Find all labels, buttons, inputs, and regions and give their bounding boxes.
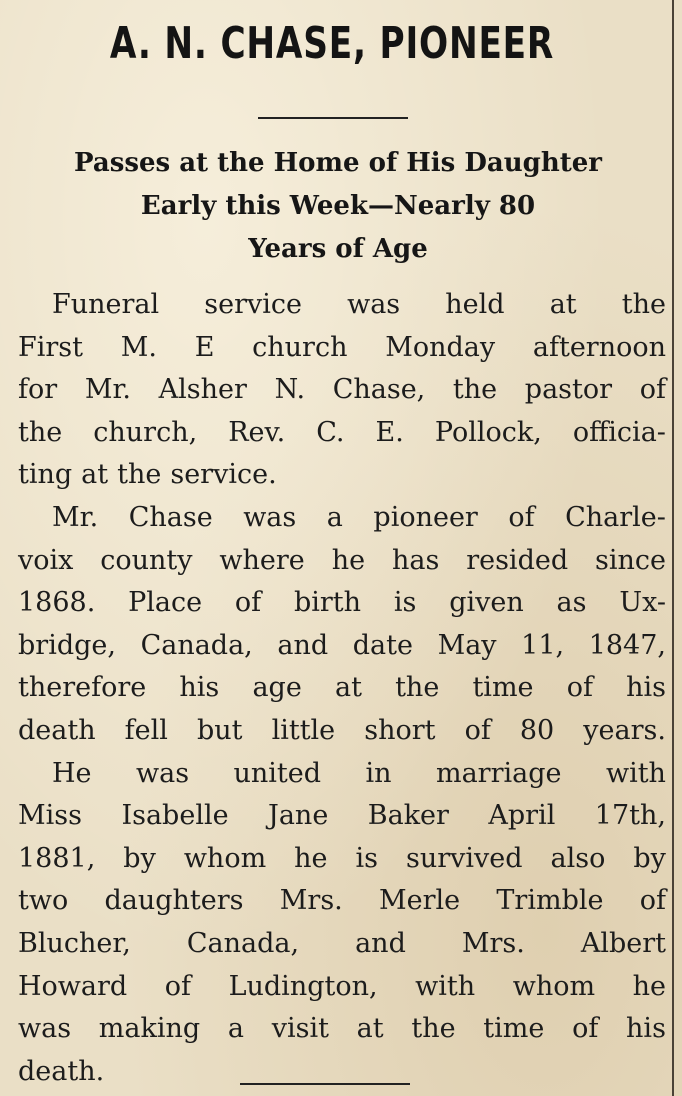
text-line: He was united in marriage with <box>52 757 666 789</box>
text-line: for Mr. Alsher N. Chase, the pastor of <box>18 374 666 406</box>
article-body <box>18 284 666 1093</box>
subheadline <box>0 142 676 271</box>
text-line: Mr. Chase was a pioneer of Charle- <box>52 501 666 533</box>
end-rule <box>240 1083 410 1085</box>
subheadline-line: Passes at the Home of His Daughter <box>74 148 602 178</box>
text-line: the church, Rev. C. E. Pollock, officia- <box>18 416 666 448</box>
text-line: Funeral service was held at the <box>52 289 666 320</box>
text-line: ting at the service. <box>18 459 277 491</box>
text-line: First M. E church Monday afternoon <box>18 331 666 363</box>
text-line: was making a visit at the time of his <box>18 1013 666 1045</box>
text-line: bridge, Canada, and date May 11, 1847, <box>18 629 666 661</box>
subheadline-line: Early this Week—Nearly 80 <box>140 191 536 221</box>
text-line: Blucher, Canada, and Mrs. Albert <box>18 927 666 959</box>
text-line: death. <box>18 1055 105 1087</box>
text-line: death fell but little short of 80 years. <box>18 714 666 746</box>
text-line: 1868. Place of birth is given as Ux- <box>18 587 666 619</box>
text-line: voix county where he has resided since <box>18 544 666 576</box>
headline-divider <box>258 117 408 119</box>
headline: A. N. CHASE, PIONEER <box>109 18 555 69</box>
text-line: therefore his age at the time of his <box>18 672 666 704</box>
text-line: Miss Isabelle Jane Baker April 17th, <box>18 800 666 832</box>
text-line: two daughters Mrs. Merle Trimble of <box>18 885 666 917</box>
text-line: Howard of Ludington, with whom he <box>18 970 666 1002</box>
text-line: 1881, by whom he is survived also by <box>18 842 666 874</box>
subheadline-line: Years of Age <box>248 234 428 264</box>
